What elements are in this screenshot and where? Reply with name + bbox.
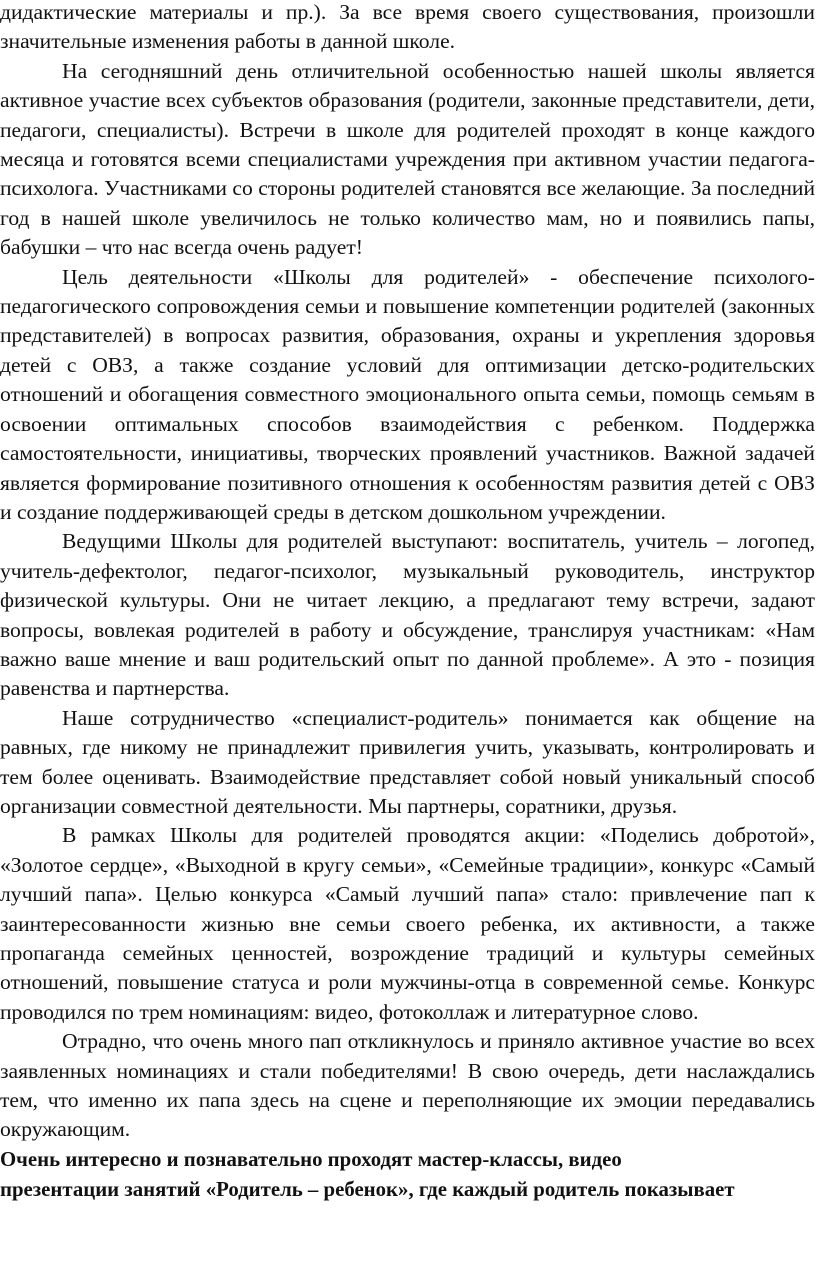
paragraph-school-goal: Цель деятельности «Школы для родителей» - обеспечение психолого-педагогического сопровождения семьи и повышение компетенции родителей (законных представителей) в вопросах развития, образования, охраны и укрепления здоровья детей с ОВЗ, а также создание условий для оптимизации детско-родительских отношений и обогащения совместного эмоционального опыта семьи, помощь семьям в освоении оптимальных способов взаимодействия с ребенком. Поддержка самостоятельности, инициативы, творческих проявлений участников. Важной задачей является формирование позитивного отношения к особенностям развития детей с ОВЗ и создание поддерживающей среды в детском дошкольном учреждении. bbox=[0, 264, 815, 524]
paragraph-cooperation: Наше сотрудничество «специалист-родитель» понимается как общение на равных, где никому не принадлежит привилегия учить, указывать, контролировать и тем более оценивать. Взаимодействие представляет собой новый уникальный способ организации совместной деятельности. Мы партнеры, соратники, друзья. bbox=[0, 705, 815, 818]
paragraph-school-leaders: Ведущими Школы для родителей выступают: воспитатель, учитель – логопед, учитель-дефектолог, педагог-психолог, музыкальный руководитель, инструктор физической культуры. Они не читает лекцию, а предлагают тему встречи, задают вопросы, вовлекая родителей в работу и обсуждение, транслируя участникам: «Нам важно ваше мнение и ваш родительский опыт по данной проблеме». А это - позиция равенства и партнерства. bbox=[0, 529, 815, 701]
bold-line-master-classes: Очень интересно и познавательно проходят мастер-классы, видео bbox=[0, 1147, 622, 1171]
paragraph-fathers-participation: Отрадно, что очень много пап откликнулось и приняло активное участие во всех заявленных номинациях и стали победителями! В свою очередь, дети наслаждались тем, что именно их папа здесь на сцене и переполняющие их эмоции передавались окружающим. bbox=[0, 1029, 815, 1142]
paragraph-continuation: дидактические материалы и пр.). За все время своего существования, произошли значительные изменения работы в данной школе. bbox=[0, 0, 815, 54]
bold-line-presentations: презентации занятий «Родитель – ребенок», где каждый родитель показывает bbox=[0, 1177, 735, 1201]
paragraph-actions-contest: В рамках Школы для родителей проводятся акции: «Поделись добротой», «Золотое сердце», «Выходной в кругу семьи», «Семейные традиции», конкурс «Самый лучший папа». Целью конкурса «Самый лучший папа» стало: привлечение пап к заинтересованности жизнью вне семьи своего ребенка, их активности, а также пропаганда семейных ценностей, возрождение традиций и культуры семейных отношений, повышение статуса и роли мужчины-отца в современной семье. Конкурс проводился по трем номинациям: видео, фотоколлаж и литературное слово. bbox=[0, 823, 815, 1024]
paragraph-school-participation: На сегодняшний день отличительной особенностью нашей школы является активное участие всех субъектов образования (родители, законные представители, дети, педагоги, специалисты). Встречи в школе для родителей проходят в конце каждого месяца и готовятся всеми специалистами учреждения при активном участии педагога-психолога. Участниками со стороны родителей становятся все желающие. За последний год в нашей школе увеличилось не только количество мам, но и появились папы, бабушки – что нас всегда очень радует! bbox=[0, 58, 815, 260]
